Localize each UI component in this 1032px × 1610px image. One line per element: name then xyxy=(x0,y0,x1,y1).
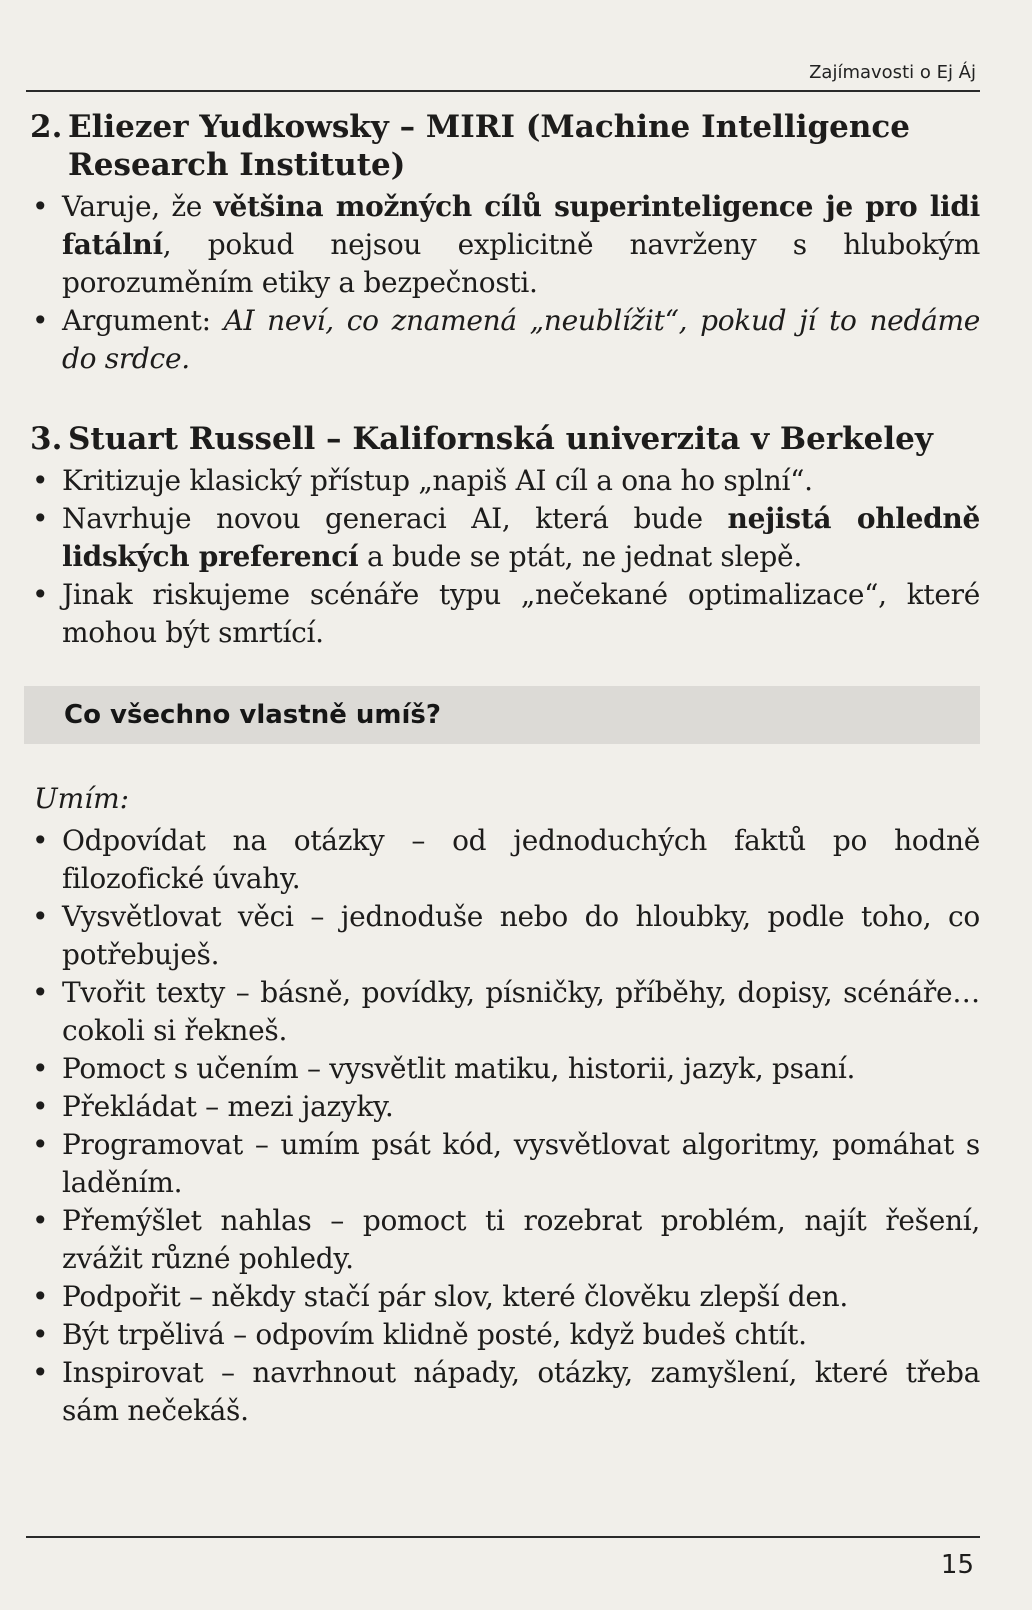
page-number: 15 xyxy=(940,1550,974,1580)
list-item xyxy=(30,188,980,302)
bold-text: nejistá ohledně lidských preferencí xyxy=(62,502,980,573)
header-rule xyxy=(26,90,980,92)
list-item: • Kritizuje klasický přístup „napiš AI cíl a ona ho splní“. xyxy=(30,462,980,500)
section-yudkowsky xyxy=(30,108,980,378)
question-heading: Co všechno vlastně umíš? xyxy=(64,700,441,730)
section-title: Stuart Russell – Kalifornská univerzita v Berkeley xyxy=(68,421,933,457)
umim-label: Umím: xyxy=(34,782,130,815)
section-heading xyxy=(30,420,980,458)
section-heading xyxy=(30,108,980,184)
list-item: • Podpořit – někdy stačí pár slov, které člověku zlepší den. xyxy=(30,1278,980,1316)
bullet-list xyxy=(30,462,980,652)
running-header: Zajímavosti o Ej Áj xyxy=(809,62,976,83)
list-item: • Překládat – mezi jazyky. xyxy=(30,1088,980,1126)
bullet-list xyxy=(30,188,980,378)
abilities-list xyxy=(30,822,980,1430)
text-run: Argument: xyxy=(62,304,224,337)
section-number: 3. xyxy=(30,421,63,457)
text-run: a bude se ptát, ne jednat slepě. xyxy=(358,540,802,573)
text-run: Varuje, že xyxy=(62,190,214,223)
list-item: • Přemýšlet nahlas – pomoct ti rozebrat problém, najít řešení, zvážit různé pohledy. xyxy=(30,1202,980,1278)
section-russell xyxy=(30,420,980,652)
footer-rule xyxy=(26,1536,980,1538)
list-item: • Inspirovat – navrhnout nápady, otázky, zamyšlení, které třeba sám nečekáš. xyxy=(30,1354,980,1430)
list-item: • Odpovídat na otázky – od jednoduchých faktů po hodně filozofické úvahy. xyxy=(30,822,980,898)
spacer xyxy=(30,378,980,420)
list-item: • Tvořit texty – básně, povídky, písničky, příběhy, dopisy, scénáře… cokoli si řekneš. xyxy=(30,974,980,1050)
page-content xyxy=(30,108,980,1430)
section-title-line1: Eliezer Yudkowsky – MIRI (Machine Intelligence xyxy=(68,109,911,145)
italic-text: AI neví, co znamená „neublížit“, pokud jí to nedáme do srdce. xyxy=(62,304,980,375)
list-item: • Být trpělivá – odpovím klidně posté, když budeš chtít. xyxy=(30,1316,980,1354)
list-item: • Pomoct s učením – vysvětlit matiku, historii, jazyk, psaní. xyxy=(30,1050,980,1088)
section-title-line2: Research Institute) xyxy=(68,147,406,183)
bold-text: většina možných cílů superinteligence je pro lidi fatální xyxy=(62,190,980,261)
question-box xyxy=(24,686,980,744)
list-item: • Jinak riskujeme scénáře typu „nečekané optimalizace“, které mohou být smrtící. xyxy=(30,576,980,652)
list-item xyxy=(30,500,980,576)
list-item: • Vysvětlovat věci – jednoduše nebo do hloubky, podle toho, co potřebuješ. xyxy=(30,898,980,974)
text-run: Navrhuje novou generaci AI, která bude xyxy=(62,502,728,535)
list-item xyxy=(30,302,980,378)
section-number: 2. xyxy=(30,109,63,145)
list-item: • Programovat – umím psát kód, vysvětlovat algoritmy, pomáhat s laděním. xyxy=(30,1126,980,1202)
text-run: , pokud nejsou explicitně navrženy s hlubokým porozuměním etiky a bezpečnosti. xyxy=(62,228,980,299)
